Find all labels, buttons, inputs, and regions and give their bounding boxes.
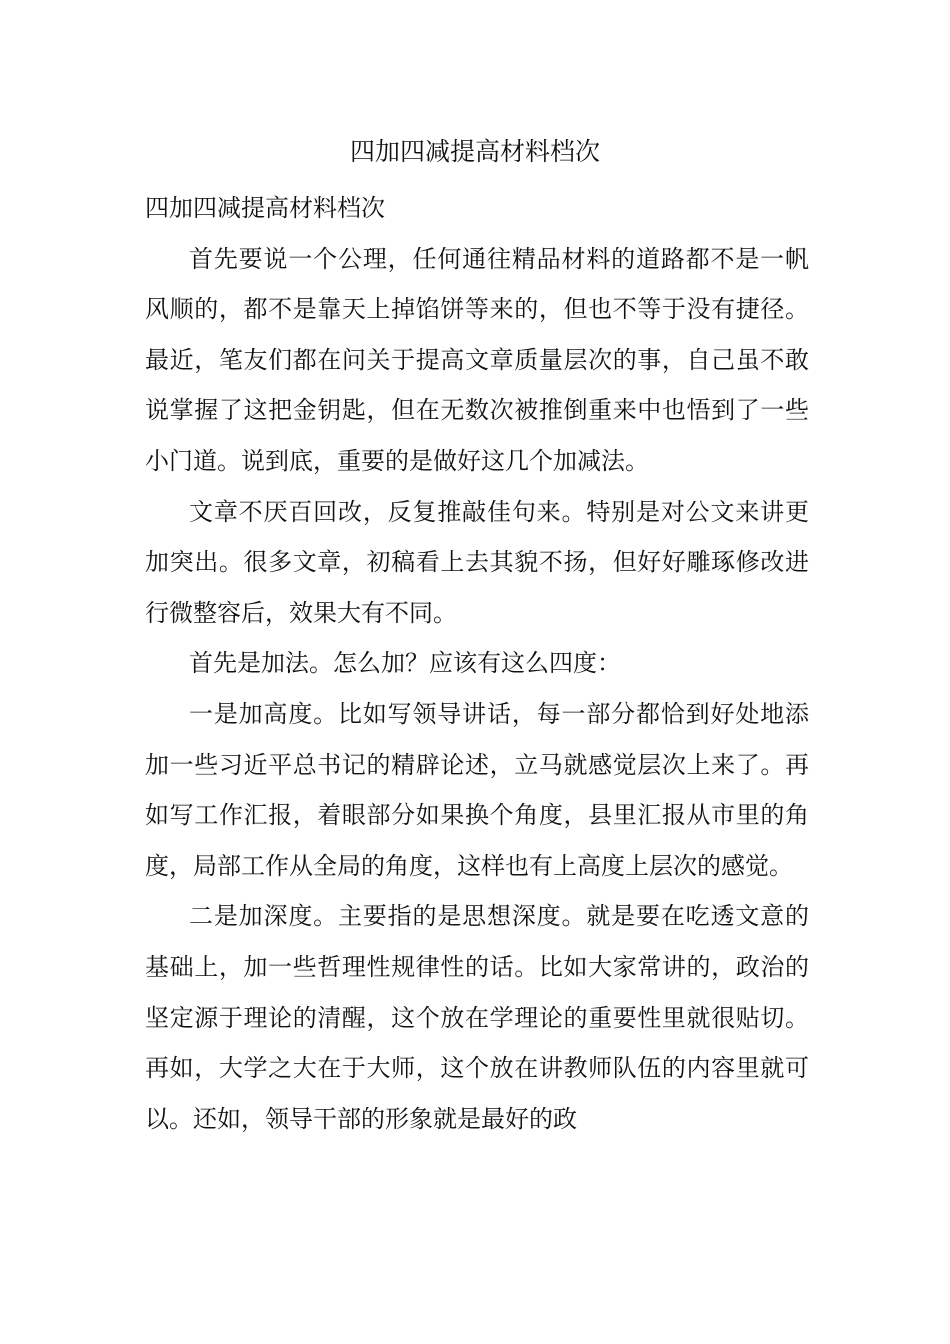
paragraph-depth: 二是加深度。主要指的是思想深度。就是要在吃透文意的基础上，加一些哲理性规律性的话。比如大家常讲的，政治的坚定源于理论的清醒，这个放在学理论的重要性里就很贴切。再如，大学之大在于大师，这个放在讲教师队伍的内容里就可以。还如，领导干部的形象就是最好的政 — [145, 902, 809, 1133]
paragraph-revision: 文章不厌百回改，反复推敲佳句来。特别是对公文来讲更加突出。很多文章，初稿看上去其貌不扬，但好好雕琢修改进行微整容后，效果大有不同。 — [145, 497, 809, 627]
document-body — [145, 183, 809, 1144]
paragraph-height: 一是加高度。比如写领导讲话，每一部分都恰到好处地添加一些习近平总书记的精辟论述，立马就感觉层次上来了。再如写工作汇报，着眼部分如果换个角度，县里汇报从市里的角度，局部工作从全局的角度，这样也有上高度上层次的感觉。 — [145, 699, 809, 880]
paragraph-intro: 首先要说一个公理，任何通往精品材料的道路都不是一帆风顺的，都不是靠天上掉馅饼等来的，但也不等于没有捷径。最近，笔友们都在问关于提高文章质量层次的事，自己虽不敢说掌握了这把金钥匙，但在无数次被推倒重来中也悟到了一些小门道。说到底，重要的是做好这几个加减法。 — [145, 244, 809, 475]
document-subtitle: 四加四减提高材料档次 — [145, 194, 385, 222]
document-title: 四加四减提高材料档次 — [349, 137, 600, 166]
paragraph-addition-heading: 首先是加法。怎么加？应该有这么四度： — [189, 649, 621, 678]
